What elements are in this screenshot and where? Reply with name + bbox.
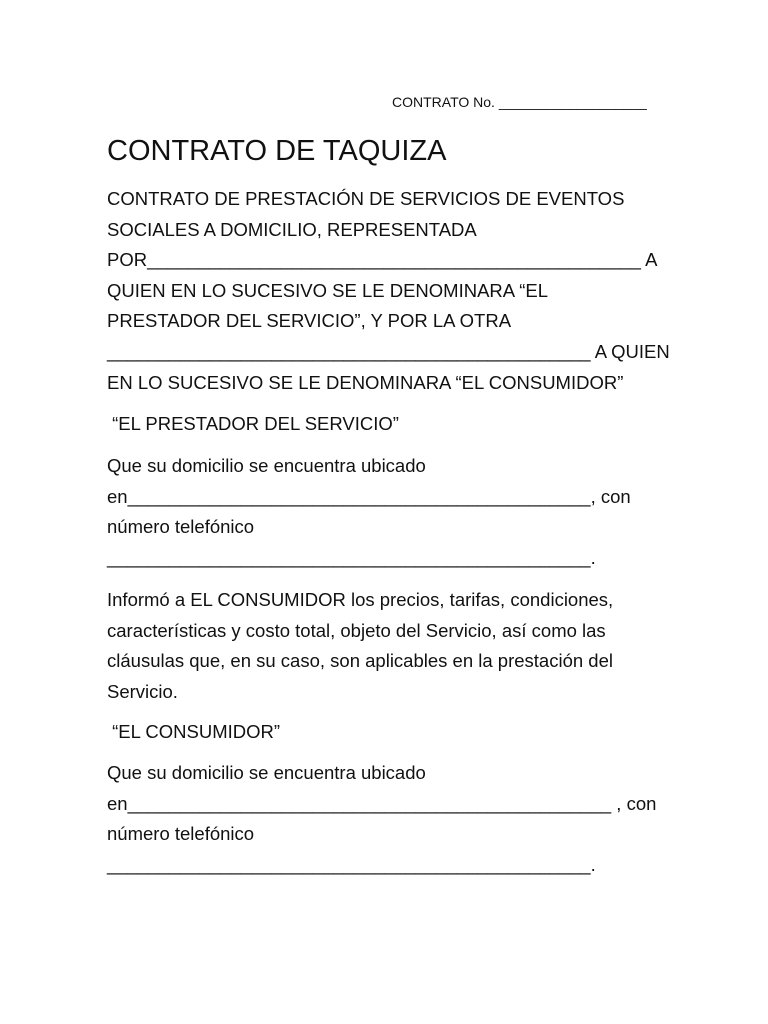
text-line: número telefónico	[107, 823, 255, 845]
text-line: SOCIALES A DOMICILIO, REPRESENTADA	[107, 218, 477, 240]
text-line: POR________________________________________________ A	[107, 249, 658, 271]
text-line: Que su domicilio se encuentra ubicado	[107, 762, 426, 783]
provider-address-paragraph	[107, 451, 667, 573]
text-line: número telefónico	[107, 516, 255, 538]
text-line: EN LO SUCESIVO SE LE DENOMINARA “EL CONSUMIDOR”	[107, 371, 624, 393]
text-line: _______________________________________________.	[107, 853, 596, 875]
document-title: CONTRATO DE TAQUIZA	[107, 135, 447, 167]
section-heading: “EL PRESTADOR DEL SERVICIO”	[107, 413, 399, 434]
contract-number-field: CONTRATO No. ___________________	[392, 94, 647, 110]
text-line: en_____________________________________________, con	[107, 485, 631, 507]
section-heading: “EL CONSUMIDOR”	[107, 721, 281, 742]
text-line: _______________________________________________ A QUIEN	[107, 340, 670, 362]
informed-paragraph	[107, 585, 667, 707]
text-line: cláusulas que, en su caso, son aplicables en la prestación del	[107, 650, 613, 672]
text-line: CONTRATO DE PRESTACIÓN DE SERVICIOS DE EVENTOS	[107, 188, 625, 209]
provider-heading	[107, 409, 667, 440]
text-line: Servicio.	[107, 680, 178, 702]
text-line: en_______________________________________________ , con	[107, 792, 657, 814]
intro-paragraph	[107, 184, 670, 398]
consumer-heading	[107, 717, 667, 748]
text-line: características y costo total, objeto del Servicio, así como las	[107, 619, 606, 641]
consumer-address-paragraph	[107, 758, 667, 880]
text-line: Informó a EL CONSUMIDOR los precios, tarifas, condiciones,	[107, 589, 614, 610]
text-line: Que su domicilio se encuentra ubicado	[107, 455, 426, 476]
text-line: _______________________________________________.	[107, 546, 596, 568]
text-line: PRESTADOR DEL SERVICIO”, Y POR LA OTRA	[107, 310, 512, 332]
text-line: QUIEN EN LO SUCESIVO SE LE DENOMINARA “EL	[107, 279, 549, 301]
